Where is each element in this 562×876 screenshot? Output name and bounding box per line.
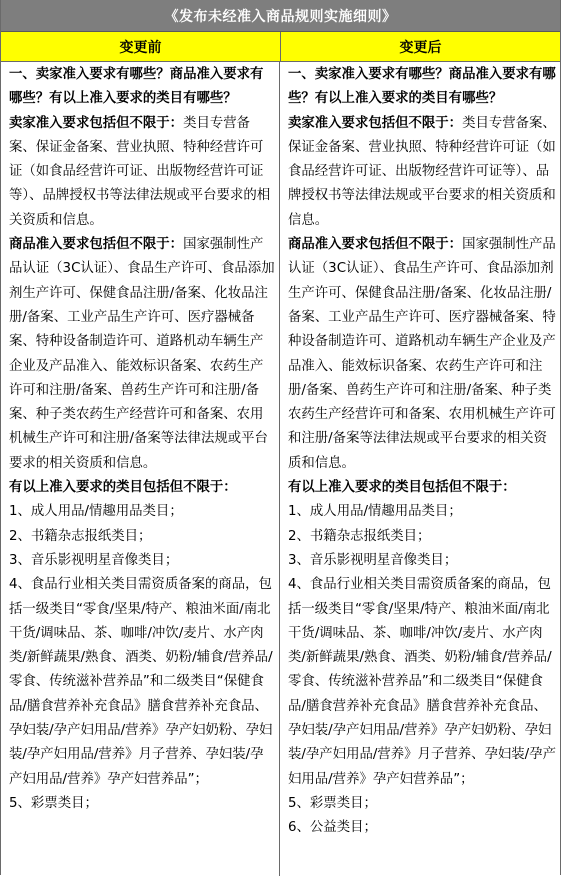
- before-goods-requirements: [9, 233, 275, 476]
- list-item: 6、公益类目；: [288, 820, 377, 836]
- table-title: 《发布未经准入商品规则实施细则》: [1, 0, 560, 32]
- before-seller-label: 卖家准入要求包括但不限于：: [9, 115, 184, 131]
- before-category-title: 有以上准入要求的类目包括但不限于：: [9, 480, 237, 496]
- before-seller-text: 类目专营备案、保证金备案、营业执照、特种经营许可证（如食品经营许可证、出版物经营许可证等）、品牌授权书等法律法规或平台要求的相关资质和信息。: [9, 115, 271, 228]
- after-goods-requirements: [288, 233, 556, 476]
- before-goods-label: 商品准入要求包括但不限于：: [9, 237, 184, 253]
- list-item: 4、食品行业相关类目需资质备案的商品，包括一级类目“零食/坚果/特产、粮油米面/南北干货/调味品、茶、咖啡/冲饮/麦片、水产肉类/新鲜蔬果/熟食、酒类、奶粉/辅食/营养品/零食、传统滋补营养品”和二级类目“保健食品/膳食营养补充食品》膳食营养补充食品、孕妇装/孕产妇用品/营养》孕产妇奶粉、孕妇装/孕产妇用品/营养》月子营养、孕妇装/孕产妇用品/营养》孕产妇营养品”；: [288, 577, 556, 787]
- list-item: 1、成人用品/情趣用品类目；: [9, 504, 183, 520]
- after-question-title: 一、卖家准入要求有哪些？商品准入要求有哪些？有以上准入要求的类目有哪些？: [288, 67, 556, 107]
- after-column: [280, 62, 560, 876]
- before-question-title: 一、卖家准入要求有哪些？商品准入要求有哪些？有以上准入要求的类目有哪些？: [9, 67, 264, 107]
- after-goods-text: 国家强制性产品认证（3C认证）、食品生产许可、食品添加剂生产许可、保健食品注册/备案、化妆品注册/备案、工业产品生产许可、医疗器械备案、特种设备制造许可、道路机动车辆生产企业及产品准入、能效标识备案、农药生产许可和注册/备案、兽药生产许可和注册/备案、种子类农药生产经营许可和备案、农用机械生产许可和注册/备案等法律法规或平台要求的相关资质和信息。: [288, 237, 556, 471]
- after-seller-requirements: [288, 112, 556, 233]
- before-column: [1, 62, 280, 876]
- list-item: 3、音乐影视明星音像类目；: [9, 552, 179, 568]
- before-goods-text: 国家强制性产品认证（3C认证）、食品生产许可、食品添加剂生产许可、保健食品注册/备案、化妆品注册/备案、工业产品生产许可、医疗器械备案、特种设备制造许可、道路机动车辆生产企业及产品准入、能效标识备案、农药生产许可和注册/备案、兽药生产许可和注册/备案、种子类农药生产经营许可和备案、农用机械生产许可和注册/备案等法律法规或平台要求的相关资质和信息。: [9, 237, 275, 471]
- after-category-title: 有以上准入要求的类目包括但不限于：: [288, 480, 516, 496]
- list-item: 3、音乐影视明星音像类目；: [288, 552, 458, 568]
- header-after: 变更后: [399, 39, 442, 56]
- after-seller-label: 卖家准入要求包括但不限于：: [288, 115, 463, 131]
- list-item: 1、成人用品/情趣用品类目；: [288, 504, 462, 520]
- list-item: 2、书籍杂志报纸类目；: [9, 528, 152, 544]
- list-item: 2、书籍杂志报纸类目；: [288, 528, 431, 544]
- list-item: 4、食品行业相关类目需资质备案的商品，包括一级类目“零食/坚果/特产、粮油米面/南北干货/调味品、茶、咖啡/冲饮/麦片、水产肉类/新鲜蔬果/熟食、酒类、奶粉/辅食/营养品/零食、传统滋补营养品”和二级类目“保健食品/膳食营养补充食品》膳食营养补充食品、孕妇装/孕产妇用品/营养》孕产妇奶粉、孕妇装/孕产妇用品/营养》月子营养、孕妇装/孕产妇用品/营养》孕产妇营养品”；: [9, 577, 273, 787]
- list-item: 5、彩票类目；: [288, 795, 377, 811]
- before-seller-requirements: [9, 112, 275, 233]
- table-body: [1, 62, 560, 876]
- after-goods-label: 商品准入要求包括但不限于：: [288, 237, 463, 253]
- header-row: [1, 32, 560, 62]
- header-before: 变更前: [1, 32, 281, 61]
- after-seller-text: 类目专营备案、保证金备案、营业执照、特种经营许可证（如食品经营许可证、出版物经营许可证等）、品牌授权书等法律法规或平台要求的相关资质和信息。: [288, 115, 556, 228]
- list-item: 5、彩票类目；: [9, 795, 98, 811]
